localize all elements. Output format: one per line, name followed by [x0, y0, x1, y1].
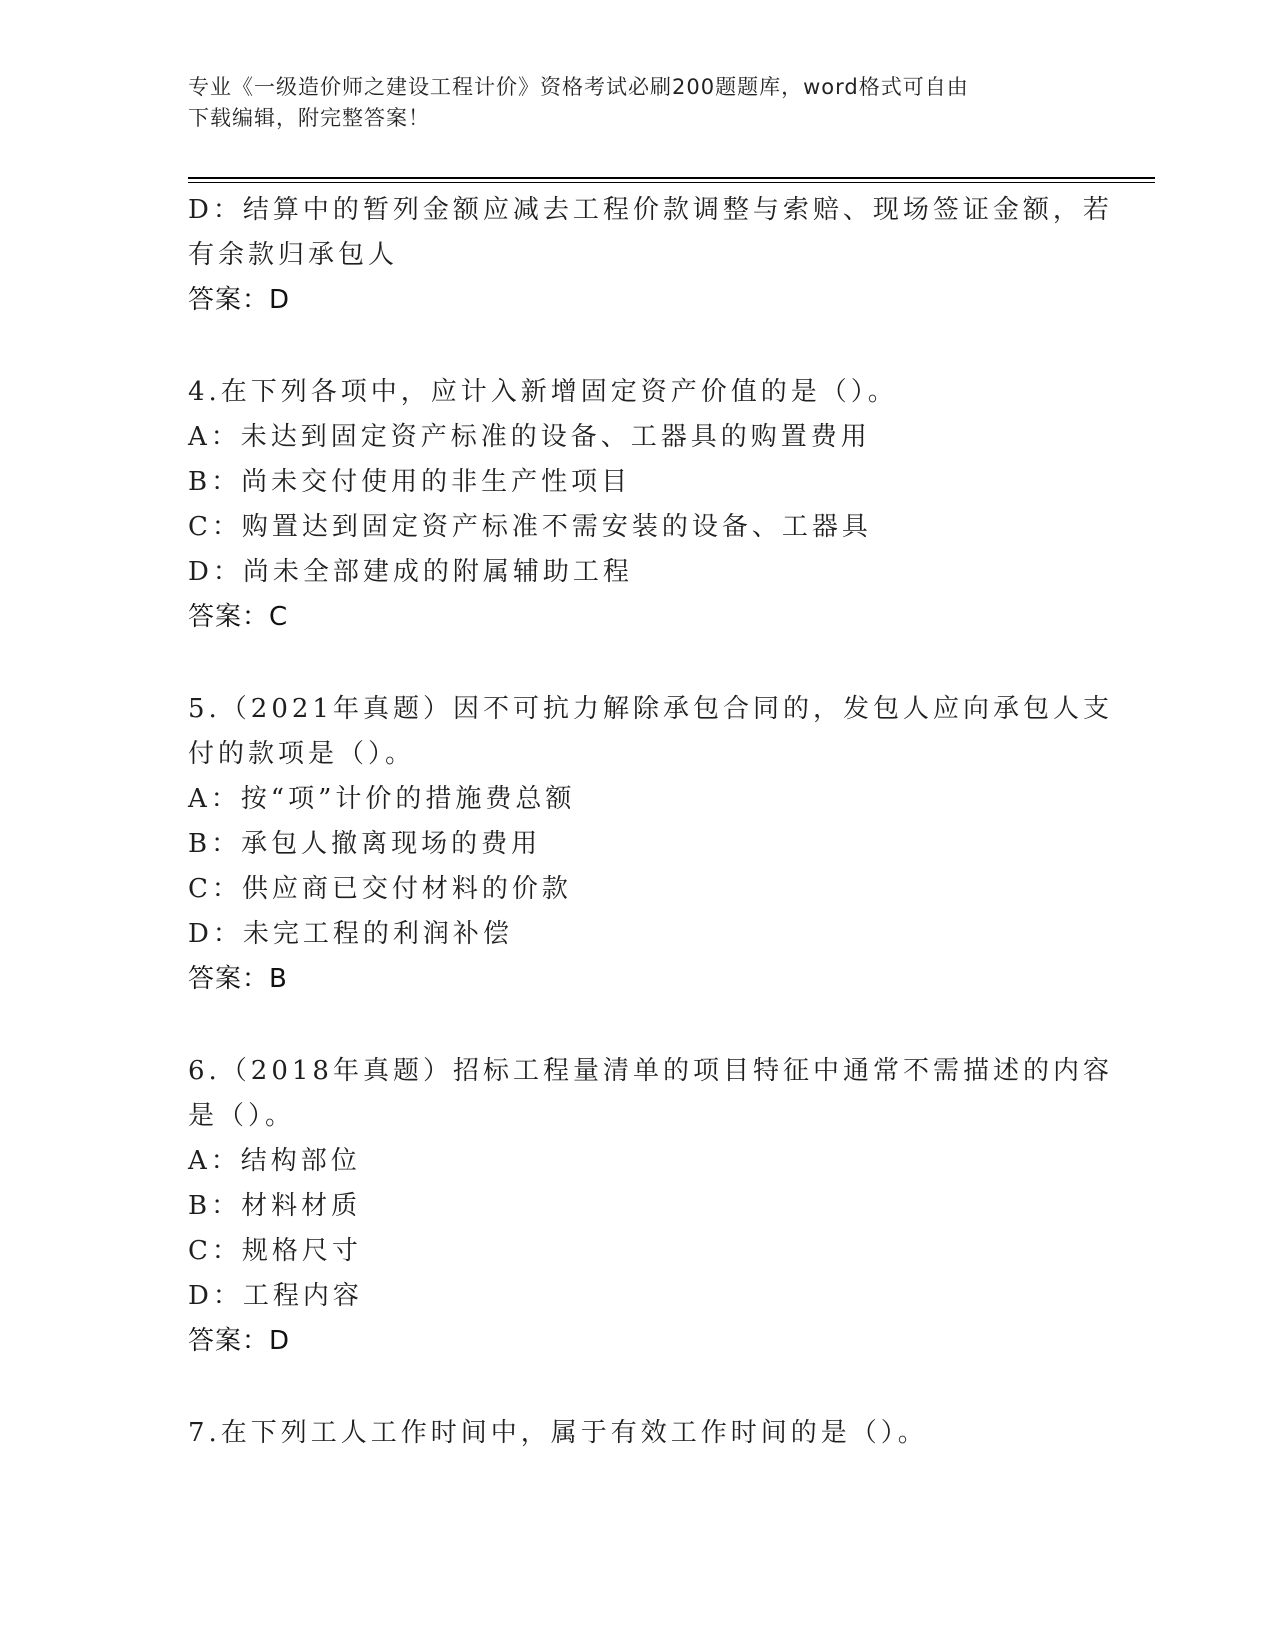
- question-text: 4.在下列各项中，应计入新增固定资产价值的是（）。: [188, 377, 898, 407]
- option-b: B：承包人撤离现场的费用: [188, 829, 542, 859]
- option-a: A：结构部位: [188, 1146, 361, 1176]
- option-a: A：按“项”计价的措施费总额: [188, 784, 576, 814]
- header-line-1: 专业《一级造价师之建设工程计价》资格考试必刷200题题库，word格式可自由: [188, 75, 969, 99]
- option-d: D：未完工程的利润补偿: [188, 919, 513, 949]
- header-rule-thick: [188, 177, 1155, 179]
- question-text: 7.在下列工人工作时间中，属于有效工作时间的是（）。: [188, 1418, 928, 1448]
- answer: 答案：D: [188, 285, 291, 315]
- option-d: D：结算中的暂列金额应减去工程价款调整与索赔、现场签证金额，若: [188, 195, 1113, 225]
- question-text-continued: 付的款项是（）。: [188, 739, 416, 769]
- option-a: A：未达到固定资产标准的设备、工器具的购置费用: [188, 422, 871, 452]
- question-3-tail: [188, 188, 1113, 323]
- question-4: [188, 370, 1088, 640]
- option-c: C：规格尺寸: [188, 1236, 362, 1266]
- page-header: [188, 72, 1068, 134]
- question-5: [188, 687, 1113, 1002]
- option-d-continued: 有余款归承包人: [188, 240, 399, 270]
- option-c: C：购置达到固定资产标准不需安装的设备、工器具: [188, 512, 872, 542]
- question-text: 6.（2018年真题）招标工程量清单的项目特征中通常不需描述的内容: [188, 1056, 1113, 1086]
- question-text: 5.（2021年真题）因不可抗力解除承包合同的，发包人应向承包人支: [188, 694, 1113, 724]
- option-b: B：尚未交付使用的非生产性项目: [188, 467, 632, 497]
- option-c: C：供应商已交付材料的价款: [188, 874, 572, 904]
- header-rule-thin: [188, 182, 1155, 183]
- question-6: [188, 1049, 1113, 1364]
- answer: 答案：D: [188, 1326, 291, 1356]
- header-line-2: 下载编辑，附完整答案！: [188, 106, 430, 130]
- answer: 答案：C: [188, 602, 289, 632]
- document-content: [188, 188, 1113, 1456]
- option-b: B：材料材质: [188, 1191, 362, 1221]
- option-d: D：尚未全部建成的附属辅助工程: [188, 557, 633, 587]
- answer: 答案：B: [188, 964, 288, 994]
- question-7: [188, 1411, 1088, 1456]
- option-d: D：工程内容: [188, 1281, 363, 1311]
- question-text-continued: 是（）。: [188, 1101, 296, 1131]
